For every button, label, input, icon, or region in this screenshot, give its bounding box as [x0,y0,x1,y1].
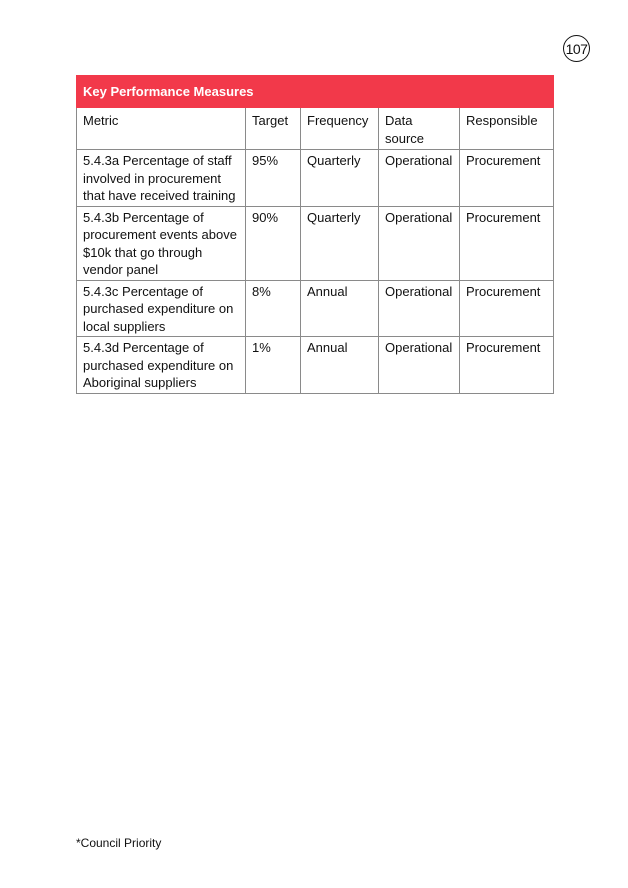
table-row [77,150,554,207]
metric-cell: 5.4.3d Percentage of purchased expenditure on Aboriginal suppliers [77,337,246,394]
responsible-cell: Procurement [460,206,554,280]
target-cell: 95% [246,150,301,207]
frequency-cell: Quarterly [301,206,379,280]
header-metric: Metric [77,108,246,150]
header-data-source: Data source [379,108,460,150]
data-source-cell: Operational [379,280,460,337]
page-number: 107 [563,35,590,62]
responsible-cell: Procurement [460,337,554,394]
metric-cell: 5.4.3b Percentage of procurement events above $10k that go through vendor panel [77,206,246,280]
footnote: *Council Priority [76,836,162,850]
table-row [77,206,554,280]
header-responsible: Responsible [460,108,554,150]
data-source-cell: Operational [379,150,460,207]
target-cell: 90% [246,206,301,280]
header-frequency: Frequency [301,108,379,150]
table-title: Key Performance Measures [77,76,554,108]
table-row [77,280,554,337]
metric-cell: 5.4.3a Percentage of staff involved in procurement that have received training [77,150,246,207]
header-target: Target [246,108,301,150]
data-source-cell: Operational [379,337,460,394]
target-cell: 1% [246,337,301,394]
metric-cell: 5.4.3c Percentage of purchased expenditure on local suppliers [77,280,246,337]
frequency-cell: Annual [301,280,379,337]
responsible-cell: Procurement [460,280,554,337]
data-source-cell: Operational [379,206,460,280]
target-cell: 8% [246,280,301,337]
responsible-cell: Procurement [460,150,554,207]
table-row [77,337,554,394]
frequency-cell: Annual [301,337,379,394]
kpm-table [76,75,554,394]
frequency-cell: Quarterly [301,150,379,207]
